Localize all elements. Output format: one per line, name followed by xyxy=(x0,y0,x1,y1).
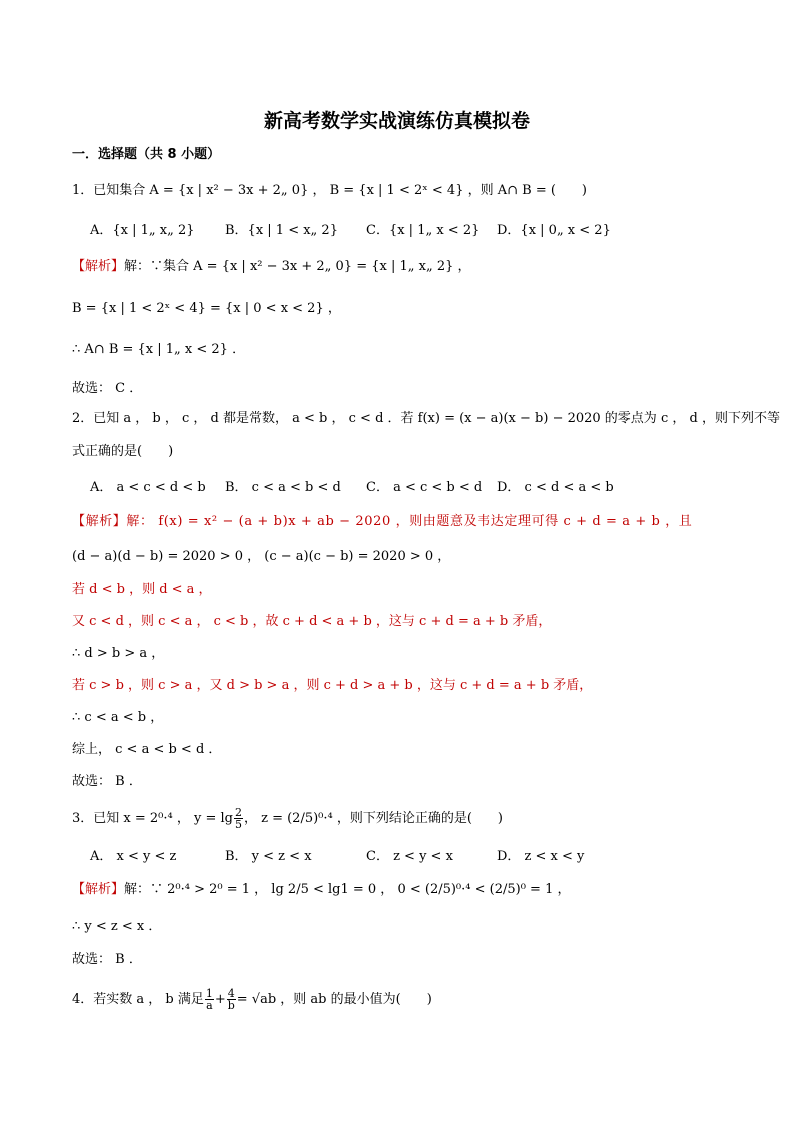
fraction-numerator: 1 xyxy=(205,987,213,1000)
q2-option-c: C． a < c < b < d xyxy=(366,480,483,495)
q3-solution-line-2: ∴ y < z < x ． xyxy=(72,919,162,934)
q2-stem-2: 式正确的是( ) xyxy=(72,444,174,459)
fraction-numerator: 4 xyxy=(227,987,235,1000)
q3-sol-1: 解：∵ 2⁰·⁴ > 2⁰ = 1 ， lg 2/5 < lg1 = 0 ， 0 < (2/5)⁰·⁴ < (2/5)⁰ = 1 ， xyxy=(124,882,571,897)
q2-solution-line-4: 又 c < d ，则 c < a ， c < b ，故 c + d < a + b ，这与 c + d = a + b 矛盾， xyxy=(72,614,552,629)
q3-option-d: D． z < x < y xyxy=(497,849,585,864)
fraction xyxy=(234,807,243,830)
q2-option-a: A． a < c < d < b xyxy=(90,480,206,495)
q3-solution-line-1 xyxy=(72,881,571,899)
page-title: 新高考数学实战演练仿真模拟卷 xyxy=(263,110,530,132)
analysis-tag: 【解析】 xyxy=(72,882,125,897)
q2-solution-line-2: (d − a)(d − b) = 2020 > 0 ， (c − a)(c − b) = 2020 > 0 ， xyxy=(72,549,451,564)
q3-stem xyxy=(72,807,503,830)
q2-option-b: B． c < a < b < d xyxy=(225,480,341,495)
q3-option-c: C． z < y < x xyxy=(366,849,453,864)
q1-option-d: D．{x | 0„ x < 2} xyxy=(497,223,611,238)
q4-stem-a: 4．若实数 a ， b 满足 xyxy=(72,992,204,1007)
analysis-tag: 【解析】 xyxy=(72,259,125,274)
fraction-denominator: a xyxy=(206,999,213,1012)
q2-stem-1: 2．已知 a ， b ， c ， d 都是常数， a < b ， c < d ．若 f(x) = (x − a)(x − b) − 2020 的零点为 c ， d ，则下列不等 xyxy=(72,411,780,426)
plus-sign: + xyxy=(214,992,226,1007)
q1-option-a: A．{x | 1„ x„ 2} xyxy=(90,223,195,238)
q3-answer: 故选： B ． xyxy=(72,952,142,967)
fraction-numerator: 2 xyxy=(234,806,242,819)
q1-option-b: B．{x | 1 < x„ 2} xyxy=(225,223,338,238)
q2-solution-line-7: ∴ c < a < b ， xyxy=(72,710,164,725)
q2-answer: 故选： B ． xyxy=(72,774,142,789)
q1-option-c: C．{x | 1„ x < 2} xyxy=(366,223,480,238)
q1-answer: 故选： C ． xyxy=(72,381,143,396)
section-heading: 一．选择题（共 8 小题） xyxy=(72,147,221,162)
fraction xyxy=(205,988,214,1011)
fraction-denominator: 5 xyxy=(234,818,242,831)
q3-option-b: B． y < z < x xyxy=(225,849,312,864)
q2-solution-line-8: 综上， c < a < b < d ． xyxy=(72,742,222,757)
q3-stem-b: ， z = (2/5)⁰·⁴ ，则下列结论正确的是( ) xyxy=(243,811,504,826)
fraction xyxy=(227,988,236,1011)
q3-option-a: A． x < y < z xyxy=(90,849,177,864)
q1-stem: 1．已知集合 A = {x | x² − 3x + 2„ 0} ， B = {x | 1 < 2ˣ < 4} ，则 A∩ B = ( ) xyxy=(72,183,587,198)
q4-stem xyxy=(72,988,432,1011)
analysis-tag: 【解析】 xyxy=(72,514,127,529)
q2-solution-line-5: ∴ d > b > a ， xyxy=(72,646,165,661)
q2-solution-line-6: 若 c > b ，则 c > a ，又 d > b > a ，则 c + d > a + b ，这与 c + d = a + b 矛盾， xyxy=(72,678,593,693)
q3-stem-a: 3．已知 x = 2⁰·⁴ ， y = lg xyxy=(72,811,233,826)
q2-solution-line-1 xyxy=(72,513,692,531)
q4-stem-b: = √ab ，则 ab 的最小值为( ) xyxy=(236,992,432,1007)
q1-solution-line-2: B = {x | 1 < 2ˣ < 4} = {x | 0 < x < 2} ， xyxy=(72,301,341,316)
q2-sol-1: 解： f(x) = x² − (a + b)x + ab − 2020 ，则由题意及韦达定理可得 c + d = a + b ，且 xyxy=(126,514,693,529)
q2-solution-line-3: 若 d < b ，则 d < a ， xyxy=(72,582,212,597)
q1-solution-line-3: ∴ A∩ B = {x | 1„ x < 2} ． xyxy=(72,342,246,357)
fraction-denominator: b xyxy=(227,999,235,1012)
q1-solution-line-1 xyxy=(72,258,471,276)
q1-sol-1: 解：∵集合 A = {x | x² − 3x + 2„ 0} = {x | 1„ x„ 2} ， xyxy=(124,259,471,274)
q2-option-d: D． c < d < a < b xyxy=(497,480,614,495)
